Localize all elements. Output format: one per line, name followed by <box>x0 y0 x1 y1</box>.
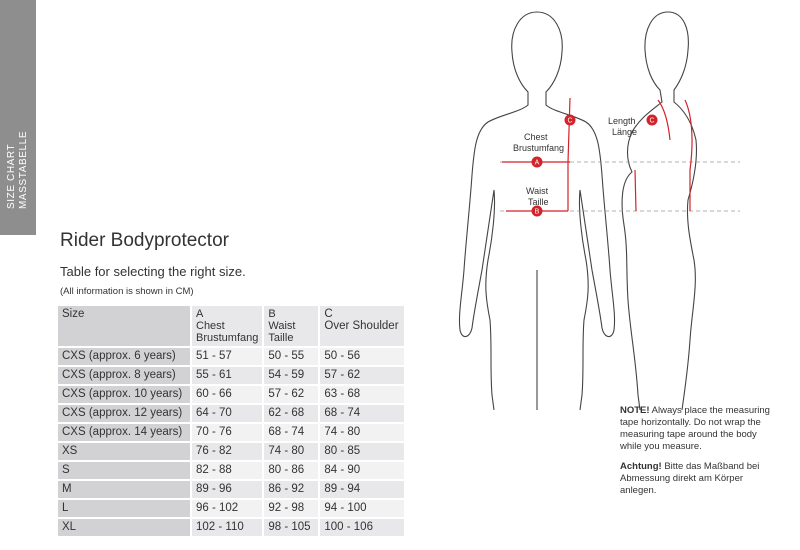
shoulder-cell: 100 - 106 <box>319 518 404 536</box>
table-row <box>58 442 404 461</box>
note-de-text: Bitte das Maßband bei Abmessung direkt am Körper anlegen. <box>620 461 760 496</box>
measuring-note <box>620 405 780 505</box>
size-cell: M <box>58 480 191 499</box>
shoulder-cell: 50 - 56 <box>319 347 404 366</box>
shoulder-cell: 94 - 100 <box>319 499 404 518</box>
chest-label-en: Chest <box>524 132 548 142</box>
shoulder-cell: 57 - 62 <box>319 366 404 385</box>
note-de-lead: Achtung! <box>620 461 662 472</box>
size-cell: CXS (approx. 12 years) <box>58 404 191 423</box>
svg-text:C: C <box>649 117 655 125</box>
size-cell: CXS (approx. 14 years) <box>58 423 191 442</box>
column-name-en: Chest <box>196 320 225 332</box>
page-subtitle: Table for selecting the right size. <box>60 264 246 279</box>
shoulder-cell: 80 - 85 <box>319 442 404 461</box>
table-row <box>58 347 404 366</box>
waist-cell: 68 - 74 <box>263 423 319 442</box>
column-header-waist <box>263 306 319 347</box>
chest-cell: 64 - 70 <box>191 404 263 423</box>
waist-cell: 62 - 68 <box>263 404 319 423</box>
note-german <box>620 461 780 497</box>
size-cell: CXS (approx. 10 years) <box>58 385 191 404</box>
waist-label-de: Taille <box>528 197 549 207</box>
measurement-figure <box>440 0 800 410</box>
marker-c-front <box>565 115 576 126</box>
size-cell: L <box>58 499 191 518</box>
waist-cell: 80 - 86 <box>263 461 319 480</box>
svg-text:B: B <box>534 208 540 216</box>
chest-cell: 51 - 57 <box>191 347 263 366</box>
table-row <box>58 366 404 385</box>
tab-line-en: SIZE CHART <box>6 143 17 209</box>
shoulder-cell: 63 - 68 <box>319 385 404 404</box>
size-cell: CXS (approx. 8 years) <box>58 366 191 385</box>
table-row <box>58 499 404 518</box>
svg-text:A: A <box>534 159 540 167</box>
tab-line-de: MASSTABELLE <box>18 130 29 209</box>
size-cell: XL <box>58 518 191 536</box>
waist-cell: 50 - 55 <box>263 347 319 366</box>
shoulder-cell: 68 - 74 <box>319 404 404 423</box>
size-cell: XS <box>58 442 191 461</box>
table-row <box>58 518 404 536</box>
length-label-de: Länge <box>612 127 638 137</box>
waist-cell: 98 - 105 <box>263 518 319 536</box>
column-letter: C <box>324 308 333 320</box>
waist-label-en: Waist <box>526 186 549 196</box>
waist-cell: 86 - 92 <box>263 480 319 499</box>
shoulder-cell: 89 - 94 <box>319 480 404 499</box>
chest-cell: 96 - 102 <box>191 499 263 518</box>
chest-cell: 70 - 76 <box>191 423 263 442</box>
size-chart-tab <box>0 0 36 235</box>
chest-cell: 89 - 96 <box>191 480 263 499</box>
column-letter: A <box>196 308 204 320</box>
length-label-en: Length <box>608 116 636 126</box>
note-english <box>620 405 780 453</box>
note-en-text: Always place the measuring tape horizontally. Do not wrap the measuring tape around the body while you measure. <box>620 405 770 452</box>
note-en-lead: NOTE! <box>620 405 650 416</box>
unit-note: (All information is shown in CM) <box>60 286 194 297</box>
column-letter: B <box>268 308 276 320</box>
size-cell: S <box>58 461 191 480</box>
waist-cell: 54 - 59 <box>263 366 319 385</box>
table-row <box>58 423 404 442</box>
column-header-shoulder <box>319 306 404 347</box>
column-header-chest <box>191 306 263 347</box>
table-row <box>58 404 404 423</box>
shoulder-cell: 84 - 90 <box>319 461 404 480</box>
table-row <box>58 461 404 480</box>
marker-a <box>532 157 543 168</box>
chest-cell: 55 - 61 <box>191 366 263 385</box>
chest-cell: 60 - 66 <box>191 385 263 404</box>
marker-b <box>532 206 543 217</box>
page-title: Rider Bodyprotector <box>60 230 229 251</box>
size-cell: CXS (approx. 6 years) <box>58 347 191 366</box>
marker-c-back <box>647 115 658 126</box>
size-column-header: Size <box>58 306 191 347</box>
size-chart-tab-label <box>6 131 30 209</box>
table-header-row <box>58 306 404 347</box>
chest-cell: 76 - 82 <box>191 442 263 461</box>
waist-cell: 92 - 98 <box>263 499 319 518</box>
waist-cell: 57 - 62 <box>263 385 319 404</box>
column-name-de: Brustumfang <box>196 332 259 344</box>
column-name-de: Taille <box>268 332 294 344</box>
table-row <box>58 480 404 499</box>
chest-label-de: Brustumfang <box>513 143 565 153</box>
shoulder-cell: 74 - 80 <box>319 423 404 442</box>
waist-cell: 74 - 80 <box>263 442 319 461</box>
chest-cell: 102 - 110 <box>191 518 263 536</box>
svg-text:C: C <box>567 117 573 125</box>
chest-cell: 82 - 88 <box>191 461 263 480</box>
size-table <box>58 306 404 536</box>
table-row <box>58 385 404 404</box>
column-name-en: Waist <box>268 320 296 332</box>
column-name-en: Over Shoulder <box>324 320 399 332</box>
